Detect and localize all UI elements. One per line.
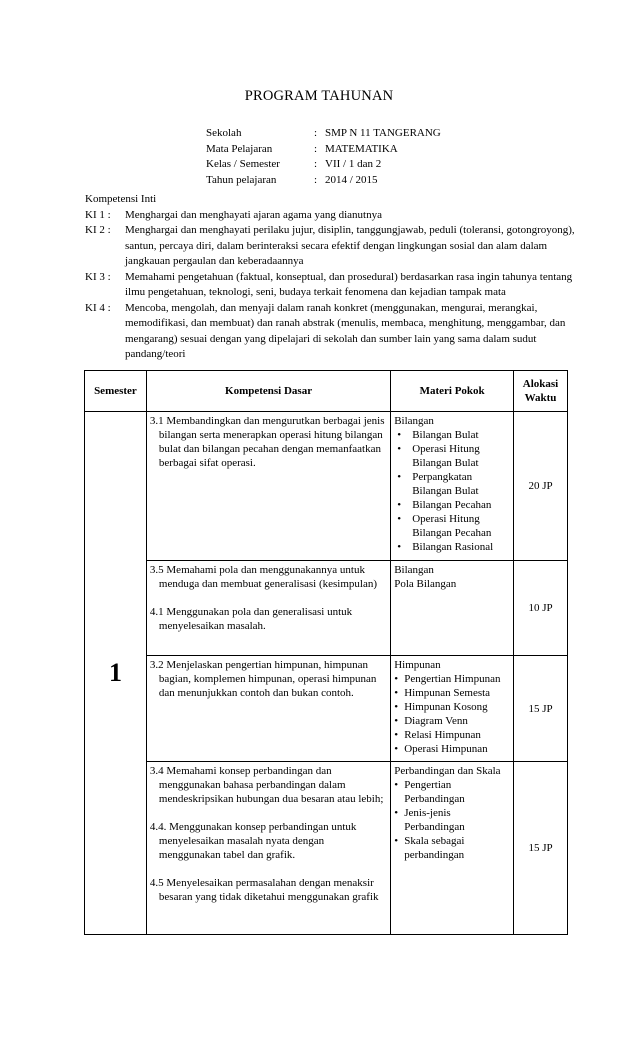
info-separator: :: [314, 158, 318, 170]
kd-text: 4.5 Menyelesaikan permasalahan dengan menaksir besaran yang tidak diketahui menggunakan grafik: [149, 877, 379, 903]
kd-cell: [146, 656, 390, 762]
header-alokasi-waktu: [514, 371, 568, 412]
list-item: • Bilangan Rasional: [394, 540, 510, 554]
list-item: • Relasi Himpunan: [394, 728, 510, 742]
header-semester: Semester: [85, 371, 147, 412]
ki-text: Memahami pengetahuan (faktual, konseptual, dan prosedural) berdasarkan rasa ingin tahunya tentang ilmu pengetahuan, teknologi, seni, budaya terkait fenomena dan kejadian tampak mata: [125, 270, 573, 298]
materi-list: [394, 672, 510, 756]
info-label: Mata Pelajaran: [206, 142, 273, 155]
info-row: [206, 143, 441, 159]
materi-title: Bilangan: [394, 415, 434, 427]
materi-list: [394, 428, 510, 554]
list-item: • Operasi Himpunan: [394, 742, 510, 756]
list-item: • Pengertian Perbandingan: [394, 778, 510, 806]
info-value: VII / 1 dan 2: [325, 158, 382, 170]
ki-label: KI 3 :: [85, 270, 111, 283]
materi-subtitle: Pola Bilangan: [394, 578, 457, 590]
ki-text: Menghargai dan menghayati perilaku jujur, disiplin, tanggungjawab, peduli (toleransi, gotongroyong), santun, percaya diri, dalam berinteraksi secara efektif dengan lingkungan sosial dan alam dalam jangkauan pergaulan dan keberadaannya: [125, 224, 575, 267]
ki-label: KI 1 :: [85, 208, 111, 221]
info-value: MATEMATIKA: [325, 142, 398, 155]
header-kompetensi-dasar: Kompetensi Dasar: [146, 371, 390, 412]
kompetensi-inti-section: [85, 192, 577, 363]
list-item: • Himpunan Kosong: [394, 700, 510, 714]
materi-cell: [391, 762, 514, 935]
materi-title: Bilangan: [394, 564, 434, 576]
info-row: [206, 174, 441, 190]
list-item: • Jenis-jenis Perbandingan: [394, 806, 510, 834]
school-info: [206, 127, 441, 189]
materi-title: Himpunan: [394, 659, 441, 671]
header-alokasi-line1: Alokasi: [522, 378, 559, 390]
header-materi-pokok: Materi Pokok: [391, 371, 514, 412]
list-item: • Bilangan Pecahan: [394, 498, 510, 512]
info-separator: :: [314, 142, 318, 155]
kd-cell: [146, 412, 390, 561]
materi-cell: [391, 412, 514, 561]
table-row: [85, 762, 568, 935]
kd-text: 4.1 Menggunakan pola dan generalisasi untuk menyelesaikan masalah.: [149, 606, 353, 632]
list-item: • Perpangkatan Bilangan Bulat: [394, 470, 510, 498]
table-header-row: [85, 371, 568, 412]
ki-label: KI 4 :: [85, 301, 111, 314]
ki-item: [85, 208, 577, 224]
info-row: [206, 158, 441, 174]
kd-cell: [146, 561, 390, 656]
ki-text: Mencoba, mengolah, dan menyaji dalam ranah konkret (menggunakan, mengurai, merangkai, memodifikasi, dan membuat) dan ranah abstrak (menulis, membaca, menghitung, menggambar, dan mengarang) sesuai dengan yang dipelajari di sekolah dan sumber lain yang sama dalam sudut pandang/teori: [125, 301, 566, 360]
waktu-cell: 20 JP: [514, 412, 568, 561]
kd-text: 4.4. Menggunakan konsep perbandingan untuk menyelesaikan masalah nyata dengan menggunakan tabel dan grafik.: [149, 821, 357, 861]
materi-cell: [391, 561, 514, 656]
info-label: Tahun pelajaran: [206, 173, 277, 186]
info-separator: :: [314, 127, 318, 139]
waktu-cell: 10 JP: [514, 561, 568, 656]
list-item: • Bilangan Bulat: [394, 428, 510, 442]
semester-number: 1: [85, 412, 147, 935]
table-row: [85, 412, 568, 561]
program-table: [84, 370, 568, 935]
table-row: [85, 656, 568, 762]
info-label: Sekolah: [206, 127, 242, 139]
waktu-cell: 15 JP: [514, 762, 568, 935]
kd-text: 3.4 Memahami konsep perbandingan dan menggunakan bahasa perbandingan dalam mendeskripsikan hubungan dua besaran atau lebih;: [149, 765, 384, 805]
ki-item: [85, 223, 577, 270]
list-item: • Pengertian Himpunan: [394, 672, 510, 686]
kd-text: 3.1 Membandingkan dan mengurutkan berbagai jenis bilangan serta menerapkan operasi hitung bilangan bulat dan bilangan pecahan dengan memanfaatkan berbagai sifat operasi.: [149, 415, 385, 469]
list-item: • Diagram Venn: [394, 714, 510, 728]
ki-item: [85, 301, 577, 363]
kd-text: 3.2 Menjelaskan pengertian himpunan, himpunan bagian, komplemen himpunan, operasi himpunan dan menunjukkan contoh dan bukan contoh.: [149, 659, 377, 699]
list-item: • Himpunan Semesta: [394, 686, 510, 700]
table-row: [85, 561, 568, 656]
ki-text: Menghargai dan menghayati ajaran agama yang dianutnya: [125, 208, 382, 221]
info-label: Kelas / Semester: [206, 158, 280, 170]
kompetensi-inti-heading: Kompetensi Inti: [85, 193, 157, 205]
kd-text: 3.5 Memahami pola dan menggunakannya untuk menduga dan membuat generalisasi (kesimpulan): [149, 564, 378, 590]
ki-label: KI 2 :: [85, 224, 111, 236]
info-row: [206, 127, 441, 143]
list-item: • Operasi Hitung Bilangan Bulat: [394, 442, 510, 470]
list-item: • Operasi Hitung Bilangan Pecahan: [394, 512, 510, 540]
info-value: SMP N 11 TANGERANG: [325, 127, 441, 139]
materi-cell: [391, 656, 514, 762]
waktu-cell: 15 JP: [514, 656, 568, 762]
kd-cell: [146, 762, 390, 935]
materi-list: [394, 778, 510, 862]
info-separator: :: [314, 173, 318, 186]
list-item: • Skala sebagai perbandingan: [394, 834, 510, 862]
page-title: PROGRAM TAHUNAN: [244, 88, 394, 104]
ki-item: [85, 270, 577, 301]
materi-title: Perbandingan dan Skala: [394, 765, 501, 777]
header-alokasi-line2: Waktu: [524, 392, 557, 404]
info-value: 2014 / 2015: [325, 173, 378, 186]
